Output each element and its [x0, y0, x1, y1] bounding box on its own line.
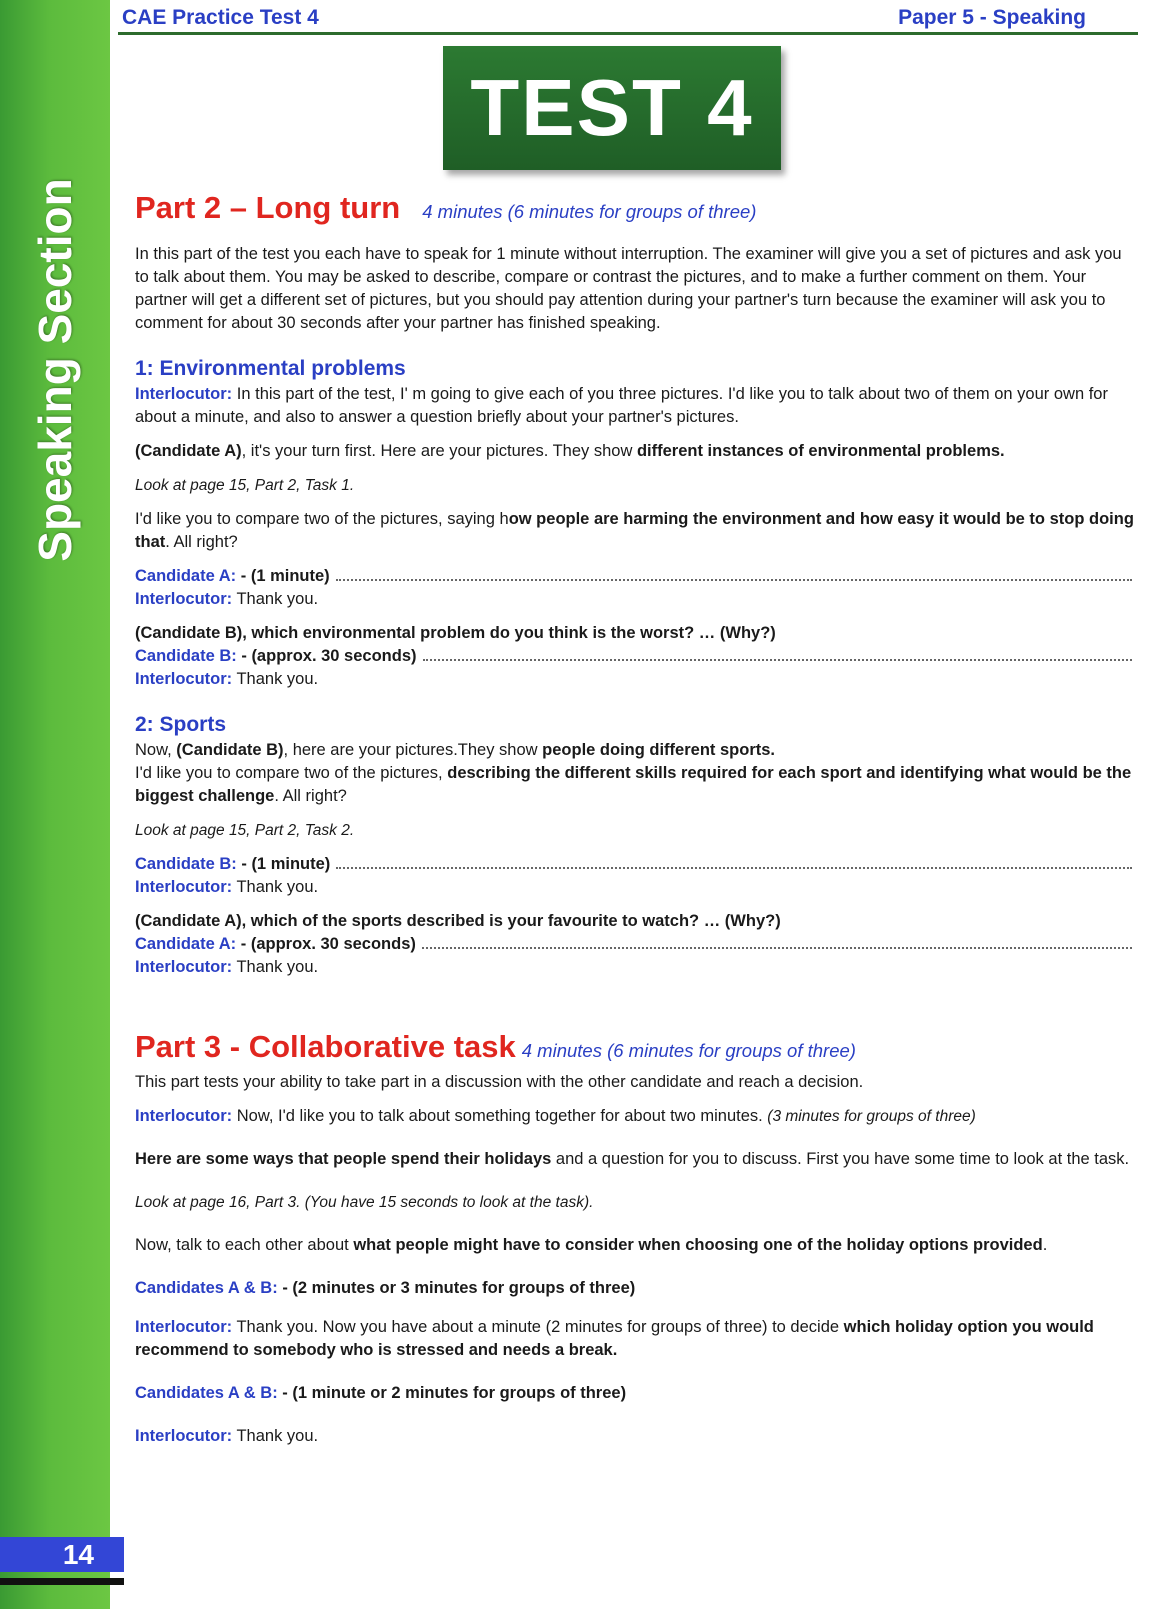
- task2-thanks-2: [135, 956, 1134, 979]
- task2-candidate-a-question: [135, 910, 1134, 933]
- page-content: [135, 188, 1134, 1448]
- speech-text: Thank you.: [236, 1427, 319, 1445]
- time-note: - (1 minute or 2 minutes for groups of three): [277, 1384, 627, 1402]
- task1-heading: 1: Environmental problems: [135, 357, 406, 380]
- candidate-ref: (Candidate A): [135, 912, 242, 930]
- speech-text: . All right?: [165, 533, 238, 551]
- speaker-label: Candidate B:: [135, 647, 237, 665]
- speech-text: and a question for you to discuss. First you have some time to look at the task.: [551, 1150, 1130, 1168]
- task1-candidate-b-line: [135, 645, 1134, 668]
- speaker-label: Interlocutor:: [135, 958, 233, 976]
- candidate-ref: (Candidate A): [135, 442, 242, 460]
- part3-interlocutor-2: [135, 1316, 1134, 1362]
- side-bar: [0, 0, 110, 1609]
- speaker-label: Candidates A & B:: [135, 1279, 278, 1297]
- task1-candidate-b-question: [135, 622, 1134, 645]
- part3-time: 4 minutes (6 minutes for groups of three): [521, 1040, 856, 1061]
- speech-text: I'd like you to compare two of the pictures, saying h: [135, 510, 509, 528]
- speech-text: , which environmental problem do you think is the worst? … (Why?): [242, 624, 776, 642]
- task1-compare: [135, 508, 1134, 554]
- speaker-label: Interlocutor:: [135, 878, 233, 896]
- speech-text: Now, talk to each other about: [135, 1236, 354, 1254]
- speech-text: Thank you.: [236, 958, 319, 976]
- speech-emphasis: describing the different skills required for each sport and identifying what would be the biggest challenge: [135, 764, 1132, 805]
- part3-interlocutor-3: [135, 1425, 1134, 1448]
- section-label: Speaking Section: [29, 178, 81, 562]
- task2-candidate-a-line: [135, 933, 1134, 956]
- header-divider: [118, 32, 1138, 35]
- speech-text: Thank you.: [236, 878, 319, 896]
- speaker-label: Interlocutor:: [135, 590, 233, 608]
- part3-interlocutor: [135, 1105, 1134, 1128]
- task1-look-note: Look at page 15, Part 2, Task 1.: [135, 477, 355, 494]
- task2-candidate-b-line: [135, 853, 1134, 876]
- speech-text: I'd like you to compare two of the pictures,: [135, 764, 448, 782]
- time-note: - (1 minute): [240, 567, 330, 585]
- speech-text: Thank you.: [236, 670, 319, 688]
- speaker-label: Interlocutor:: [135, 1427, 233, 1445]
- dotted-leader: [422, 947, 1132, 949]
- speaker-label: Candidates A & B:: [135, 1384, 278, 1402]
- part2-intro: In this part of the test you each have to speak for 1 minute without interruption. The examiner will give you a set of pictures and ask you to talk about them. You may be asked to describe, compare or contrast the pictures, and to make a further comment on them. Your partner will get a different set of pictures, but you should pay attention during your partner's turn because the examiner will ask you to comment for about 30 seconds after your partner has finished speaking.: [135, 245, 1122, 332]
- task1-interlocutor: [135, 383, 1134, 429]
- header-paper: Paper 5 - Speaking: [898, 6, 1086, 29]
- task1-turn: [135, 440, 1134, 463]
- task2-heading: 2: Sports: [135, 713, 227, 736]
- part3-look-note: Look at page 16, Part 3. (You have 15 seconds to look at the task).: [135, 1194, 594, 1211]
- part3-title: Part 3 - Collaborative task: [135, 1029, 516, 1064]
- part2-heading: [135, 188, 1134, 232]
- part3-intro: This part tests your ability to take part in a discussion with the other candidate and reach a decision.: [135, 1073, 864, 1091]
- task2-look-note: Look at page 15, Part 2, Task 2.: [135, 822, 355, 839]
- speaker-label: Interlocutor:: [135, 385, 233, 403]
- task2-compare: [135, 762, 1134, 808]
- dotted-leader: [423, 659, 1133, 661]
- speech-text: . All right?: [274, 787, 347, 805]
- speaker-label: Candidate A:: [135, 567, 237, 585]
- task1-thanks: [135, 588, 1134, 611]
- task1-candidate-a-line: [135, 565, 1134, 588]
- speech-emphasis: people doing different sports.: [542, 741, 775, 759]
- speaker-label: Interlocutor:: [135, 1107, 233, 1125]
- task2-now: [135, 739, 1134, 762]
- speech-text: , here are your pictures.They show: [283, 741, 543, 759]
- part3-heading: [135, 1027, 1134, 1071]
- task2-thanks: [135, 876, 1134, 899]
- time-note: - (approx. 30 seconds): [240, 935, 416, 953]
- time-note: (3 minutes for groups of three): [767, 1108, 976, 1125]
- speech-text: .: [1042, 1236, 1048, 1254]
- speech-text: Now,: [135, 741, 177, 759]
- candidate-ref: (Candidate B): [135, 624, 243, 642]
- page-number: 14: [0, 1537, 124, 1572]
- speech-text: , which of the sports described is your favourite to watch? … (Why?): [241, 912, 781, 930]
- speech-text: Thank you. Now you have about a minute (2 minutes for groups of three) to decide: [236, 1318, 844, 1336]
- speaker-label: Interlocutor:: [135, 670, 233, 688]
- time-note: - (2 minutes or 3 minutes for groups of three): [282, 1279, 636, 1297]
- part3-candidates-line-2: [135, 1382, 1134, 1405]
- part3-candidates-line: [135, 1277, 1134, 1300]
- speech-emphasis: Here are some ways that people spend their holidays: [135, 1150, 552, 1168]
- speech-emphasis: ow people are harming the environment and how easy it would be to stop doing that: [135, 510, 1134, 551]
- speech-emphasis: different instances of environmental problems.: [636, 442, 1005, 460]
- header-title: CAE Practice Test 4: [122, 6, 319, 29]
- part3-here: [135, 1148, 1134, 1171]
- part2-title: Part 2 – Long turn: [135, 190, 401, 225]
- part2-time: 4 minutes (6 minutes for groups of three): [422, 201, 757, 222]
- task1-thanks-2: [135, 668, 1134, 691]
- dotted-leader: [336, 579, 1132, 581]
- test-title-banner: TEST 4: [443, 46, 781, 170]
- speech-text: In this part of the test, I' m going to give each of you three pictures. I'd like you to talk about two of them on your own for about a minute, and also to answer a question briefly about your partner's pictures.: [135, 385, 1108, 426]
- speech-text: , it's your turn first. Here are your pictures. They show: [241, 442, 637, 460]
- speaker-label: Interlocutor:: [135, 1318, 233, 1336]
- speech-text: Thank you.: [236, 590, 319, 608]
- speech-text: Now, I'd like you to talk about something together for about two minutes.: [236, 1107, 768, 1125]
- page-number-rule: [0, 1578, 124, 1585]
- speech-emphasis: what people might have to consider when choosing one of the holiday options provided: [353, 1236, 1043, 1254]
- dotted-leader: [336, 867, 1132, 869]
- time-note: - (1 minute): [241, 855, 331, 873]
- speaker-label: Candidate B:: [135, 855, 237, 873]
- speech-emphasis: which holiday option you would recommend to somebody who is stressed and needs a break.: [135, 1318, 1094, 1359]
- time-note: - (approx. 30 seconds): [241, 647, 417, 665]
- candidate-ref: (Candidate B): [176, 741, 284, 759]
- part3-now: [135, 1234, 1134, 1257]
- speaker-label: Candidate A:: [135, 935, 237, 953]
